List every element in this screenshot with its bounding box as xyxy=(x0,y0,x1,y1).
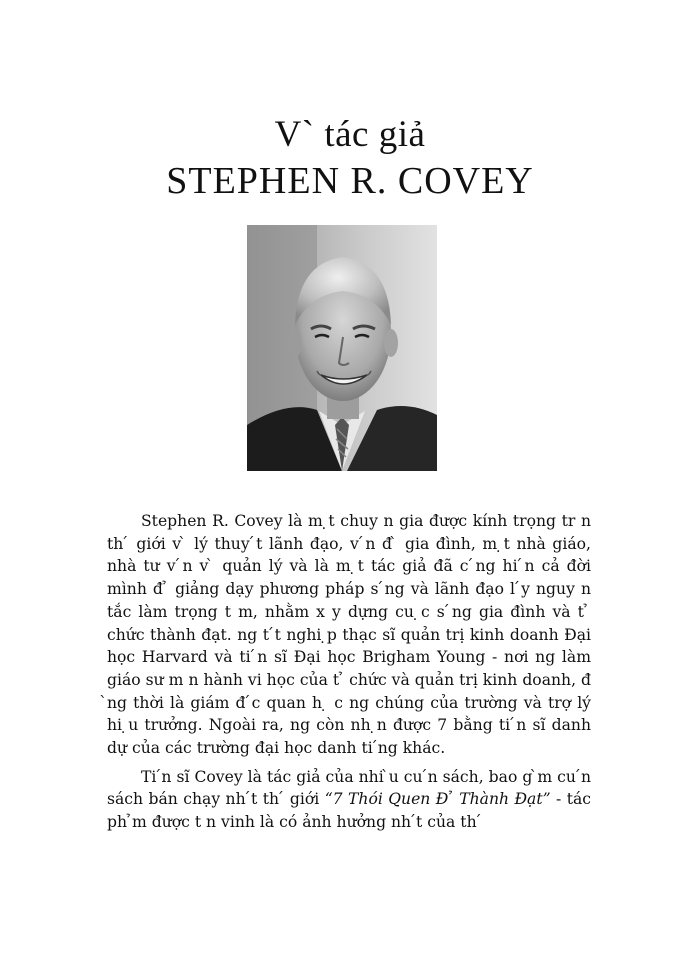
page-heading xyxy=(0,112,700,204)
author-photo xyxy=(247,225,437,471)
heading-about-author: V` tác giả xyxy=(274,114,426,155)
bio-paragraph: Stephen R. Covey là m ̣t chuy n gia được kính trọng tr n th ́ giới v ̀ lý thuy ́t lãnh đạo, v ́n đ ̀ gia đình, m ̣t nhà giáo, nhà tư v ́n v ̀ quản lý và là m ̣t tác giả đã c ́ng hi ́n cả đời mình đ ̉ giảng dạy phương pháp s ́ng và lãnh đạo l ́y nguy n tắc làm trọng t m, nhằm x y dựng cu ̣c s ́ng gia đình và t ̉ chức thành đạt. ng t ́t nghi ̣p thạc sĩ quản trị kinh doanh Đại học Harvard và ti ́n sĩ Đại học Brigham Young - nơi ng làm giáo sư m n hành vi học của t ̉ chức và quản trị kinh doanh, đ ̀ng thời là giám đ ́c quan h ̣ c ng chúng của trường và trợ lý hi ̣u trưởng. Ngoài ra, ng còn nh ̣n được 7 bằng ti ́n sĩ danh dự của các trường đại học danh ti ́ng khác. xyxy=(107,512,591,758)
author-bio xyxy=(107,510,591,834)
books-paragraph xyxy=(107,766,591,834)
books-text-before: Ti ́n sĩ Covey là tác giả của nhi ̀u cu ́n sách, bao g ̀m cu ́n sách bán chạy nh ́t th ́ giới xyxy=(107,767,591,809)
book-title: “7 Thói Quen Đ ̉ Thành Đạt” xyxy=(324,790,551,809)
heading-author-name: STEPHEN R. COVEY xyxy=(166,160,534,202)
books-text-after: - tác ph ̉m được t n vinh là có ảnh hưởng nh ́t của th ́ xyxy=(107,790,591,832)
author-portrait-icon xyxy=(247,225,437,471)
